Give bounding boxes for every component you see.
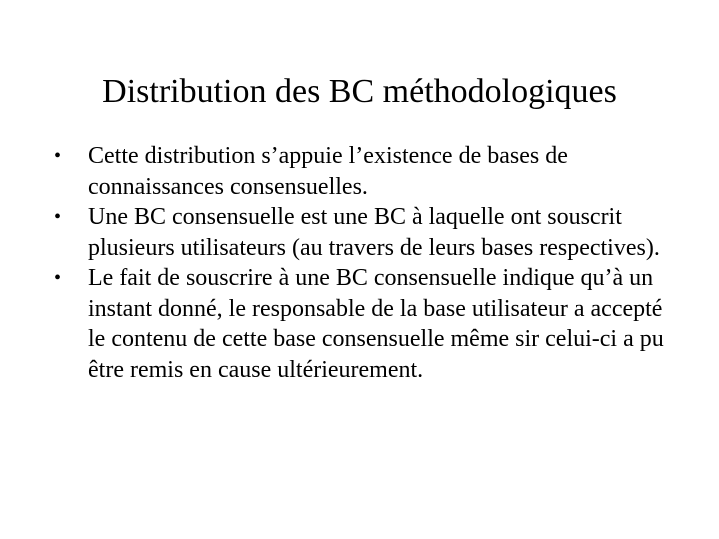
bullet-list <box>54 141 674 385</box>
bullet-item <box>54 141 674 202</box>
bullet-text: Le fait de souscrire à une BC consensuelle indique qu’à un instant donné, le responsable de la base utilisateur a accepté le contenu de cette base consensuelle même sir celui-ci a pu être remis en cause ultérieurement. <box>88 265 664 383</box>
bullet-item <box>54 202 674 263</box>
bullet-dot-icon: • <box>54 206 62 228</box>
bullet-text: Cette distribution s’appuie l’existence de bases de connaissances consensuelles. <box>88 143 568 200</box>
bullet-dot-icon: • <box>54 267 62 289</box>
slide-title: Distribution des BC méthodologiques <box>102 73 617 110</box>
bullet-dot-icon: • <box>54 145 62 167</box>
bullet-text: Une BC consensuelle est une BC à laquelle ont souscrit plusieurs utilisateurs (au travers de leurs bases respectives). <box>88 204 660 261</box>
bullet-item <box>54 263 674 385</box>
